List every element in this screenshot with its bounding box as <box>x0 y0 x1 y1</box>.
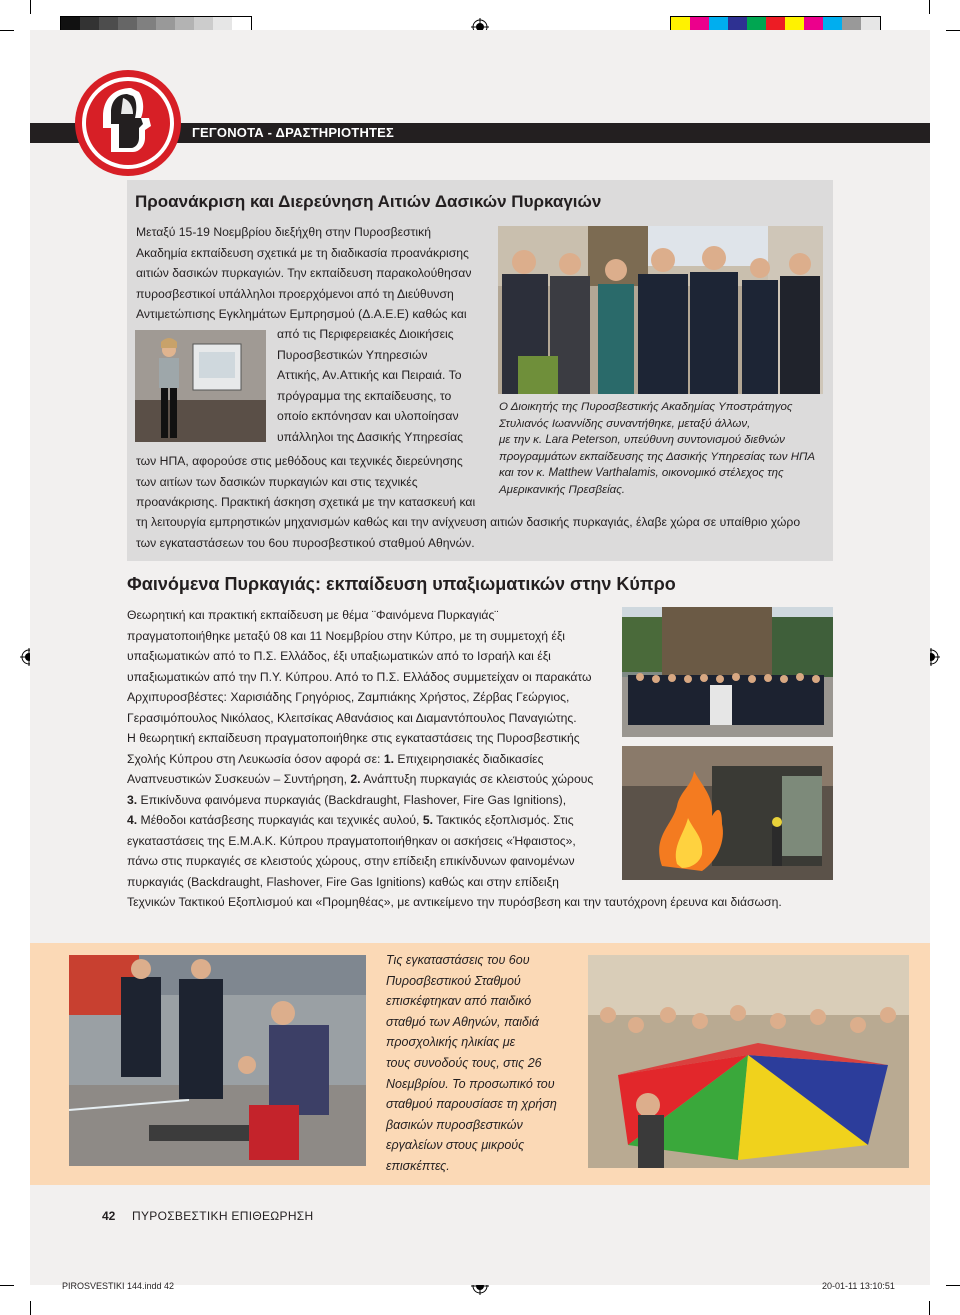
text-line: εγκαταστάσεις της Ε.Μ.Α.Κ. Κύπρου πραγματοποιήθηκαν οι ασκήσεις «Ήφαιστος», <box>127 833 576 848</box>
text-line: πυροσβεστικοί υπάλληλοι προερχόμενοι από τη Διεύθυνση <box>136 286 454 301</box>
text-line: πρόγραμμα της εκπαίδευσης, το <box>277 388 452 403</box>
photo-caption <box>499 399 829 498</box>
text-span: Μέθοδοι κατάσβεσης πυρκαγιάς και τεχνικές αυλού, <box>137 813 423 827</box>
article-title: Προανάκριση και Διερεύνηση Αιτιών Δασικών Πυρκαγιών <box>135 192 602 211</box>
text-line: Γερασιμόπουλος Νικόλαος, Κλειτσίκας Αθανάσιος και Διαμαντόπουλος Παναγιώτης. <box>127 710 577 725</box>
text-line: Πυροσβεστικών Υπηρεσιών <box>277 347 428 362</box>
article-body-intro <box>136 222 496 325</box>
text-line: τη λειτουργία εμπρηστικών μηχανισμών καθώς και την ανίχνευση αιτιών δασικής πυρκαγιάς, έλαβε χώρα σε υπαίθριο χώρο <box>136 515 801 529</box>
text-line: Αντιμετώπισης Εγκλημάτων Εμπρησμού (Δ.Α.Ε.Ε) καθώς και <box>136 307 467 321</box>
list-number: 5. <box>422 813 433 827</box>
text-span: Επιχειρησιακές διαδικασίες <box>393 751 544 766</box>
text-span: Αναπνευστικών Συσκευών – Συντήρηση, <box>127 772 351 786</box>
list-number: 1. <box>383 751 394 766</box>
text-line: αιτιών δασικών πυρκαγιών. Την εκπαίδευση παρακολούθησαν <box>136 266 472 280</box>
caption-line: Τις εγκαταστάσεις του 6ου <box>386 953 530 967</box>
crop-mark <box>929 1301 930 1315</box>
children-visit-photo <box>69 955 366 1166</box>
firefighter-logo-icon <box>73 68 183 178</box>
list-number: 2. <box>350 772 361 786</box>
text-line: πραγματοποιήθηκε μεταξύ 08 και 11 Νοεμβρίου στην Κύπρο, με τη συμμετοχή έξι <box>127 628 566 643</box>
caption-line: και τον κ. Matthew Varthalamis, οικονομικό στέλεχος της <box>499 467 784 479</box>
text-span: Επικίνδυνα φαινόμενα πυρκαγιάς (Backdraught, Flashover, Fire Gas Ignitions), <box>137 792 567 807</box>
text-span: Σχολής Κύπρου στη Λευκωσία όσον αφορά σε: <box>127 751 384 766</box>
article-body-full <box>136 512 826 553</box>
list-number: 3. <box>127 792 138 807</box>
caption-line: Αμερικανικής Πρεσβείας. <box>499 483 625 496</box>
file-slug: PIROSVESTIKI 144.indd 42 <box>62 1281 175 1291</box>
magazine-title: ΠΥΡΟΣΒΕΣΤΙΚΗ ΕΠΙΘΕΩΡΗΣΗ <box>132 1209 314 1223</box>
crop-mark <box>0 30 14 31</box>
text-line <box>127 790 617 811</box>
caption-line: Πυροσβεστικού Σταθμού <box>386 973 521 988</box>
text-line <box>127 769 617 790</box>
text-line: οποίο εκπόνησαν και υλοποίησαν <box>277 409 459 423</box>
text-line <box>127 749 617 770</box>
caption-line: τους συνοδούς τους, στις 26 <box>386 1055 542 1070</box>
text-line: των ΗΠΑ, αφορούσε στις μεθόδους και τεχνικές διερεύνησης <box>136 454 463 468</box>
text-line: Αττικής, Αν.Αττικής και Πειραιά. Το <box>277 368 462 382</box>
list-number: 4. <box>127 813 138 827</box>
text-line: προανάκρισης. Πρακτική άσκηση σχετικά με την κατασκευή και <box>136 495 476 509</box>
text-line: Αρχιπυροσβέστες: Χαρισιάδης Γρηγόριος, Ζαμπιάκης Χρήστος, Ζέρβας Γεώργιος, <box>127 690 570 704</box>
text-line: των εγκαταστάσεων του 6ου πυροσβεστικού σταθμού Αθηνών. <box>136 535 475 550</box>
article-body-indented <box>277 324 497 447</box>
caption-line: επισκέπτες. <box>386 1158 450 1173</box>
crop-mark <box>30 1301 31 1315</box>
caption-line: επισκέφτηκαν από παιδικό <box>386 994 532 1009</box>
classroom-photo <box>135 330 266 442</box>
fire-exercise-photo <box>622 746 833 880</box>
crop-mark <box>0 1285 14 1286</box>
crop-mark <box>929 0 930 14</box>
caption-line: εργαλείων στους μικρούς <box>386 1138 525 1153</box>
group-photo <box>498 226 823 394</box>
section-label: ΓΕΓΟΝΟΤΑ - ΔΡΑΣΤΗΡΙΟΤΗΤΕΣ <box>192 125 395 140</box>
text-line: Μεταξύ 15-19 Νοεμβρίου διεξήχθη στην Πυροσβεστική <box>136 225 432 239</box>
article-title: Φαινόμενα Πυρκαγιάς: εκπαίδευση υπαξιωματικών στην Κύπρο <box>127 574 676 594</box>
caption-line: Ο Διοικητής της Πυροσβεστικής Ακαδημίας Υποστράτηγος <box>499 401 793 413</box>
text-line: Ακαδημία εκπαίδευση σχετικά με τη διαδικασία προανάκρισης <box>136 245 469 260</box>
text-line: υπαξιωματικών από την Π.Υ. Κύπρου. Από το Π.Σ. Ελλάδος συμμετείχαν οι παρακάτω <box>127 669 592 684</box>
text-line: πάνω στις πυρκαγιές σε κλειστούς χώρους, στην επίδειξη επικίνδυνων φαινομένων <box>127 854 575 868</box>
text-line: πυρκαγιάς (Backdraught, Flashover, Fire Gas Ignitions) καθώς και στην επίδειξη <box>127 874 559 889</box>
caption-line: Νοεμβρίου. Το προσωπικό του <box>386 1076 555 1091</box>
article2-body <box>127 605 782 913</box>
caption-line: προσχολικής ηλικίας με <box>386 1035 516 1050</box>
text-span: Τακτικός εξοπλισμός. Στις <box>433 813 574 827</box>
text-line: Τεχνικών Τακτικού Εξοπλισμού και «Προμηθέας», με αντικείμενο την πυρόσβεση και την ταυτόχρονη έρευνα και διάσωση. <box>127 895 782 909</box>
date-slug: 20-01-11 13:10:51 <box>822 1281 895 1291</box>
text-line <box>127 810 617 831</box>
crop-mark <box>30 0 31 14</box>
text-line: Η θεωρητική εκπαίδευση πραγματοποιήθηκε στις εγκαταστάσεις της Πυροσβεστικής <box>127 731 580 745</box>
parachute-game-photo <box>588 955 909 1168</box>
article-body-after <box>136 451 496 513</box>
training-group-photo <box>622 607 833 737</box>
text-line: των αιτίων των δασικών πυρκαγιών και στις τεχνικές <box>136 474 418 489</box>
caption-line: σταθμού παρουσίασε τη χρήση <box>386 1097 557 1112</box>
caption-line: προγραμμάτων εκπαίδευσης της Δασικής Υπηρεσίας των ΗΠΑ <box>499 450 816 463</box>
caption-line: βασικών πυροσβεστικών <box>386 1117 523 1132</box>
text-line: από τις Περιφερειακές Διοικήσεις <box>277 327 454 341</box>
caption-line: Στυλιανός Ιωαννίδης συναντήθηκε, μεταξύ άλλων, <box>499 417 751 430</box>
page-number: 42 <box>102 1209 116 1223</box>
crop-mark <box>946 30 960 31</box>
text-line: Θεωρητική και πρακτική εκπαίδευση με θέμα ¨Φαινόμενα Πυρκαγιάς¨ <box>127 608 499 622</box>
text-line: υπάλληλοι της Δασικής Υπηρεσίας <box>277 429 464 444</box>
caption-line: με την κ. Lara Peterson, υπεύθυνη συντονισμού διεθνών <box>499 434 785 446</box>
photo-caption <box>386 950 566 1177</box>
text-line: υπαξιωματικών από το Π.Σ. Ελλάδος, έξι υπαξιωματικών από το Ισραήλ και έξι <box>127 649 551 663</box>
caption-line: σταθμό των Αθηνών, παιδιά <box>386 1014 539 1029</box>
text-span: Ανάπτυξη πυρκαγιάς σε κλειστούς χώρους <box>360 772 594 786</box>
crop-mark <box>946 1285 960 1286</box>
